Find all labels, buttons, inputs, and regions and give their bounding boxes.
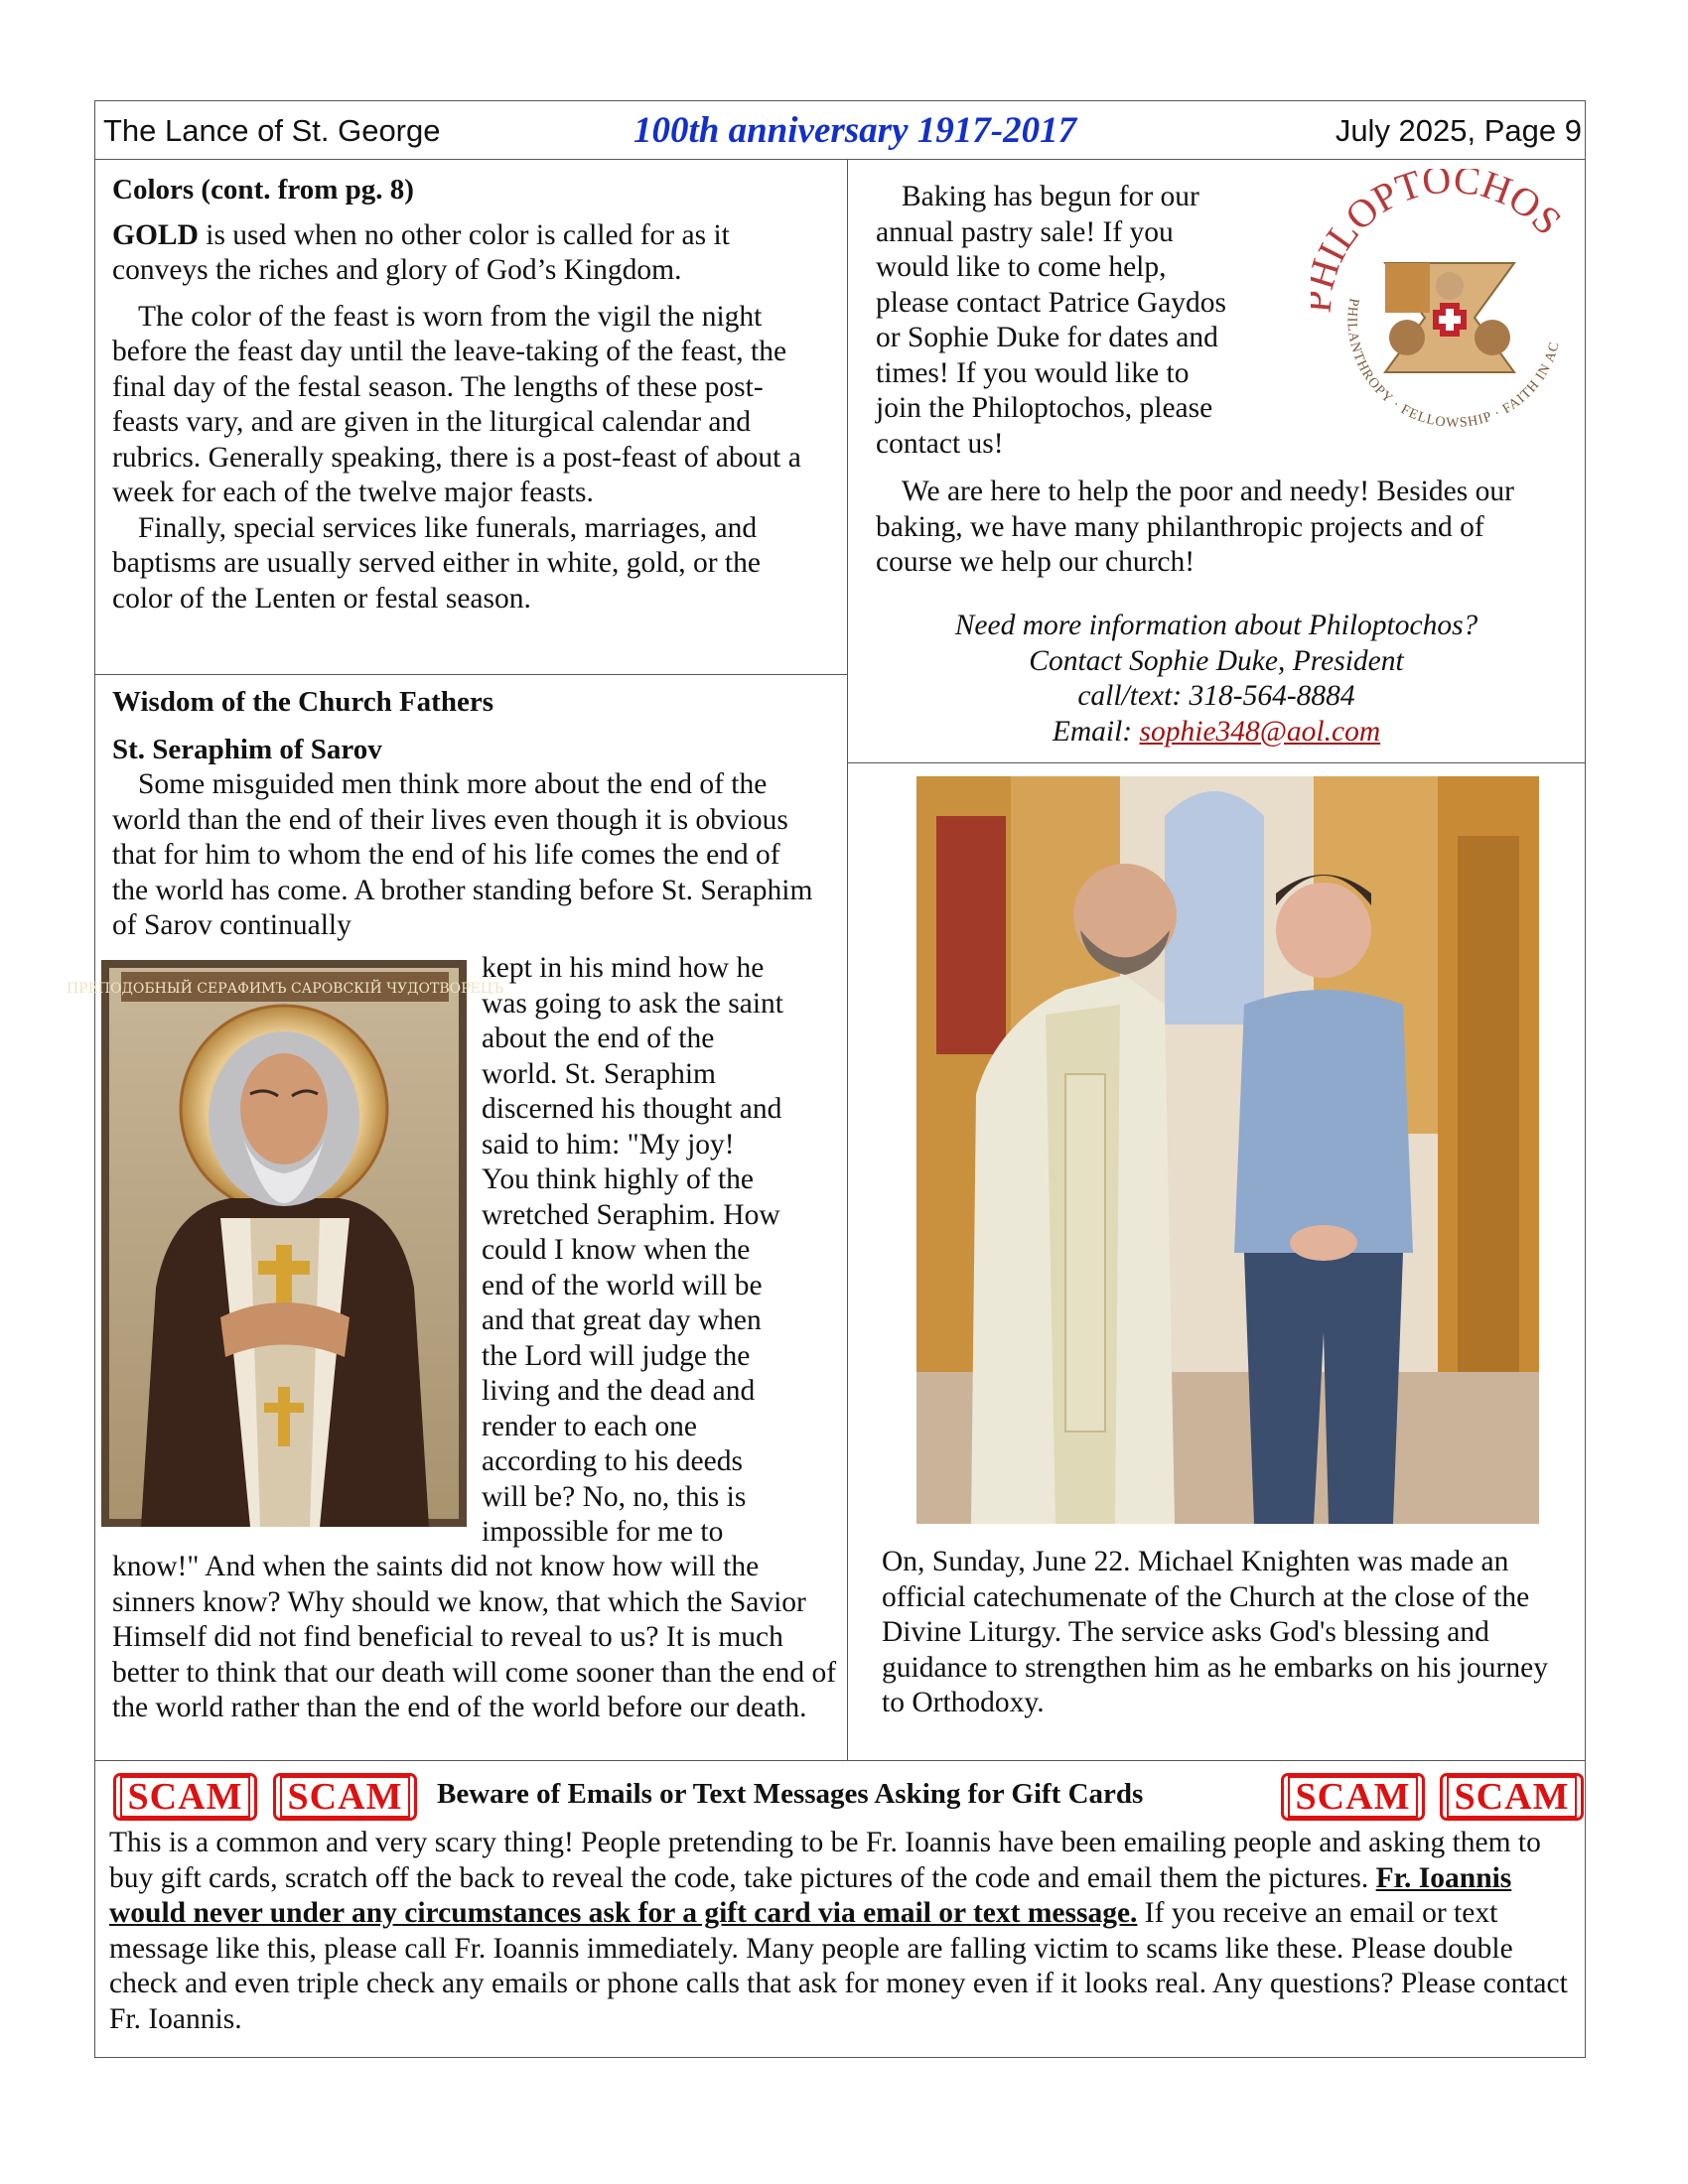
- scam-badge-4: SCAM: [1440, 1773, 1584, 1821]
- philoptochos-contact: [854, 609, 1579, 750]
- newsletter-title: The Lance of St. George: [103, 113, 441, 148]
- wisdom-beside-icon: kept in his mind how he was going to ask the saint about the end of the world. St. Seraphim discerned his thought and said to him: "My joy! You think highly of the wretched Seraphim. How could I know when the end of the world will be and that great day when the Lord will judge the living and the dead and render to each one according to his deeds will be? No, no, this is impossible for me to: [482, 952, 783, 1548]
- philoptochos-logo: [1311, 169, 1587, 457]
- header-divider: [94, 159, 1586, 160]
- icon-inscription: ПРЕПОДОБНЫЙ СЕРАФИМЪ САРОВСКІЙ ЧУДОТВОРЕЦЪ: [66, 981, 504, 997]
- scam-paragraph: This is a common and very scary thing! People pretending to be Fr. Ioannis have been emailing people and asking them to buy gift cards, scratch off the back to reveal the code, take pictures of the code and email them the pictures. Fr. Ioannis would never under any circumstances ask for a gift card via email or text message. If you receive an email or text message like this, please call Fr. Ioannis immediately. Many people are falling victim to scams like these. Please double check and even triple check any emails or phone calls that ask for money even if it looks real. Any questions? Please contact Fr. Ioannis.: [109, 1827, 1568, 2035]
- scam-badge-2: SCAM: [273, 1773, 417, 1821]
- scam-heading: Beware of Emails or Text Messages Asking for Gift Cards: [437, 1778, 1144, 1810]
- gold-word: GOLD: [112, 218, 199, 251]
- left-section-divider: [94, 674, 847, 675]
- logo-motto: PHILANTHROPY · FELLOWSHIP · FAITH IN AC: [1343, 297, 1563, 431]
- contact-email-line: Email: sophie348@aol.com: [1052, 715, 1381, 748]
- colors-paragraph-gold: GOLD is used when no other color is called for as it conveys the riches and glory of God’s Kingdom.: [112, 218, 730, 286]
- scam-section-divider: [94, 1760, 1586, 1761]
- issue-date-page: July 2025, Page 9: [1335, 113, 1582, 148]
- contact-line-2: Contact Sophie Duke, President: [1029, 644, 1404, 677]
- colors-paragraph-3: Finally, special services like funerals, marriages, and baptisms are usually served either in white, gold, or the color of the Lenten or festal season.: [112, 511, 761, 614]
- st-seraphim-icon: [66, 960, 504, 1527]
- wisdom-title: Wisdom of the Church Fathers: [112, 686, 493, 718]
- scam-badge-3: SCAM: [1281, 1773, 1425, 1821]
- catechumen-photo: [916, 776, 1539, 1524]
- scam-badge-1: SCAM: [113, 1773, 257, 1821]
- scam-warning-bold: Fr. Ioannis would never under any circumstances ask for a gift card via email or text message.: [109, 1861, 1512, 1929]
- contact-phone: call/text: 318-564-8884: [1077, 680, 1355, 712]
- wisdom-intro: Some misguided men think more about the end of the world than the end of their lives even though it is obvious that for him to whom the end of his life comes the end of the world has come. A brother standing before St. Seraphim of Sarov continually: [112, 768, 813, 941]
- colors-paragraph-2: The color of the feast is worn from the vigil the night before the feast day until the leave-taking of the feast, the final day of the festal season. The lengths of these post-feasts vary, and are given in the liturgical calendar and rubrics. Generally speaking, there is a post-feast of about a week for each of the twelve major feasts.: [112, 300, 801, 508]
- wisdom-outro: know!" And when the saints did not know how will the sinners know? Why should we know, that which the Savior Himself did not find beneficial to reveal to us? It is much better to think that our death will come sooner than the end of the world rather than the end of the world before our death.: [112, 1551, 837, 1723]
- contact-line-1: Need more information about Philoptochos?: [954, 610, 1478, 641]
- wisdom-subtitle: St. Seraphim of Sarov: [112, 733, 382, 765]
- photo-caption: On, Sunday, June 22. Michael Knighten was made an official catechumenate of the Church at the close of the Divine Liturgy. The service asks God's blessing and guidance to strengthen him as he embarks on his journey to Orthodoxy.: [882, 1546, 1548, 1718]
- anniversary-banner: 100th anniversary 1917-2017: [633, 110, 1077, 151]
- right-section-divider: [847, 762, 1586, 763]
- wisdom-section: [112, 685, 837, 944]
- contact-email-link[interactable]: sophie348@aol.com: [1139, 715, 1381, 748]
- philoptochos-paragraph-2: We are here to help the poor and needy! Besides our baking, we have many philanthropic projects and of course we help our church!: [876, 476, 1514, 578]
- colors-section: [112, 173, 827, 616]
- logo-wordmark: ILOPTOCHOS: [1311, 169, 1571, 269]
- colors-title: Colors (cont. from pg. 8): [112, 174, 414, 205]
- column-divider: [847, 159, 848, 1760]
- philoptochos-paragraph-1: Baking has begun for our annual pastry sale! If you would like to come help, please contact Patrice Gaydos or Sophie Duke for dates and times! If you would like to join the Philoptochos, please contact us!: [876, 181, 1227, 460]
